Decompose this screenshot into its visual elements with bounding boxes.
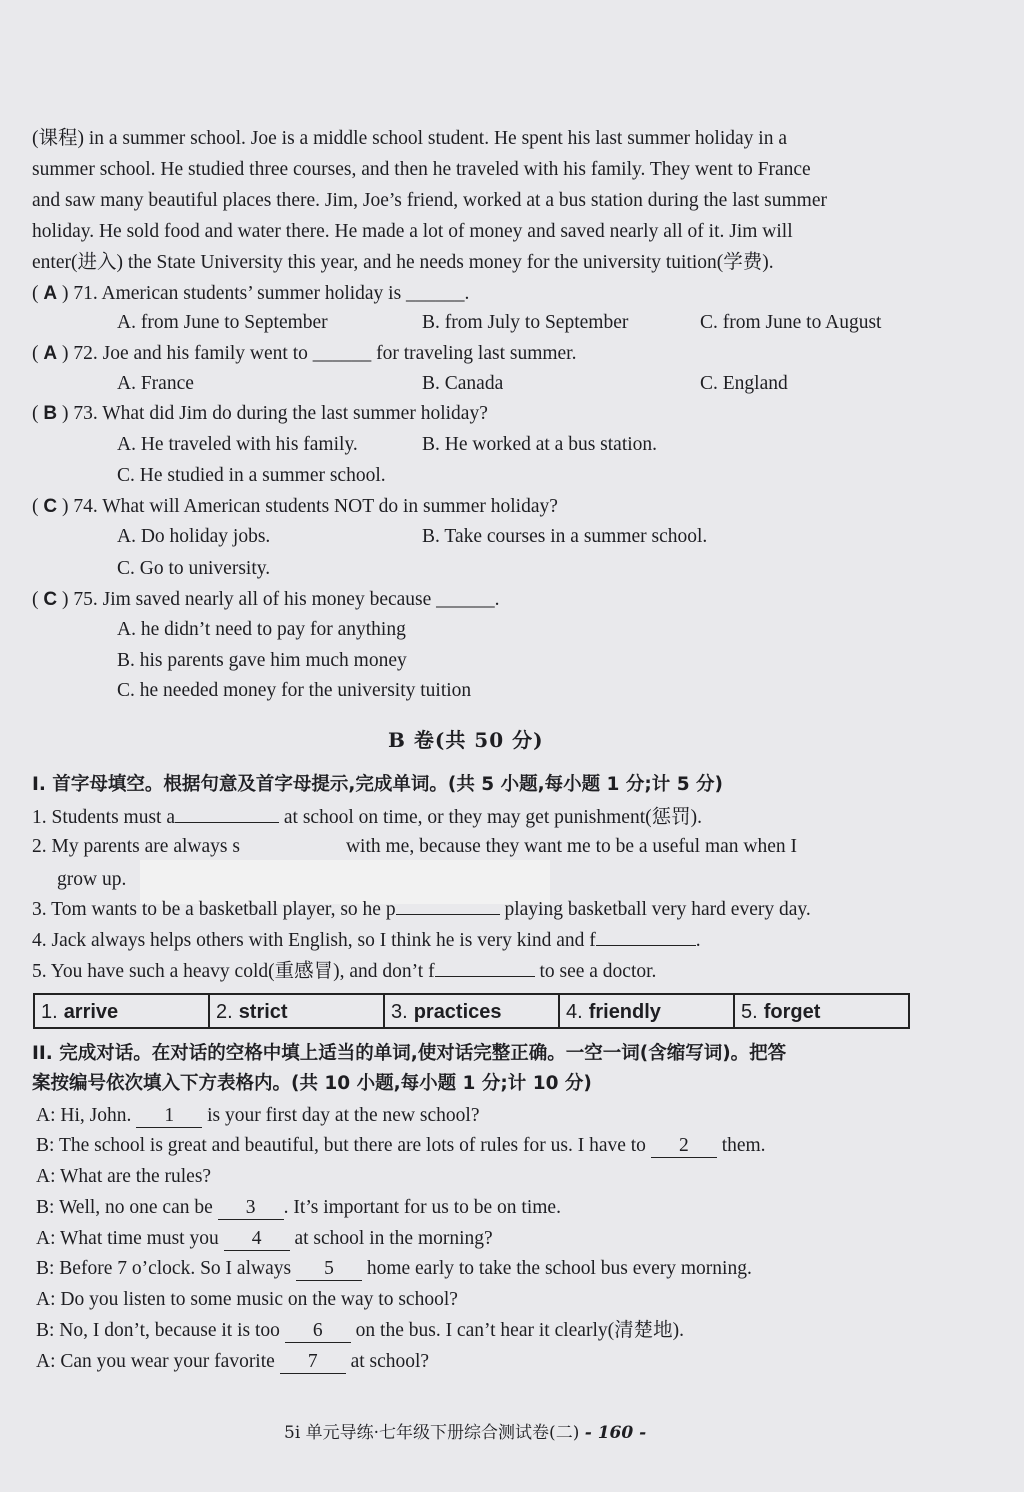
answer-cell: 1. arrive: [35, 995, 210, 1027]
paren: (: [32, 403, 39, 424]
page-number: - 160 -: [584, 1423, 647, 1443]
answer-mark: A: [43, 283, 58, 304]
item-text: 5. You have such a heavy cold(重感冒), and don’t f: [32, 961, 435, 982]
dialogue-line: A: What are the rules?: [36, 1166, 212, 1187]
item-text: 3. Tom wants to be a basketball player, so he p: [32, 899, 396, 920]
answer-table: [33, 993, 910, 1029]
answer-blank: [435, 958, 535, 977]
item-text: 2. My parents are always s: [32, 836, 240, 857]
dialogue-blank: 7: [280, 1351, 346, 1374]
section-1-heading: I. 首字母填空。根据句意及首字母提示,完成单词。(共 5 小题,每小题 1 分;计 5 分): [32, 774, 723, 795]
question-stem: ) 72. Joe and his family went to ______ for traveling last summer.: [61, 343, 577, 364]
option-c: C. Go to university.: [117, 558, 271, 579]
fill-item-3: [32, 896, 811, 923]
page-footer: [284, 1418, 646, 1443]
paren: (: [32, 589, 39, 610]
paren: (: [32, 283, 39, 304]
question-73: [32, 401, 488, 427]
answer-blank: [396, 896, 500, 915]
option-a: A. from June to September: [117, 312, 328, 333]
passage-line: (课程) in a summer school. Joe is a middle school student. He spent his last summer holiday in a: [32, 128, 787, 149]
answer-cell: 5. forget: [741, 1001, 821, 1023]
paren: (: [32, 343, 39, 364]
answer-blank: [596, 927, 696, 946]
dialogue-line: B: The school is great and beautiful, but there are lots of rules for us. I have to 2 them.: [36, 1135, 766, 1156]
option-a: A. France: [117, 373, 194, 394]
footer-text: 5i 单元导练·七年级下册综合测试卷(二): [284, 1423, 580, 1443]
passage-line: enter(进入) the State University this year, and he needs money for the university tuition(学费).: [32, 252, 774, 273]
question-71: [32, 281, 469, 307]
question-stem: ) 74. What will American students NOT do in summer holiday?: [61, 496, 558, 517]
option-b: B. his parents gave him much money: [117, 650, 407, 671]
question-stem: ) 73. What did Jim do during the last summer holiday?: [61, 403, 488, 424]
option-a: A. Do holiday jobs.: [117, 526, 271, 547]
dialogue-blank: 6: [285, 1320, 351, 1343]
option-b: B. He worked at a bus station.: [422, 434, 658, 455]
passage-line: holiday. He sold food and water there. He made a lot of money and saved nearly all of it. Jim will: [32, 221, 793, 242]
answer-mark: C: [43, 496, 58, 517]
section-2-heading: II. 完成对话。在对话的空格中填上适当的单词,使对话完整正确。一空一词(含缩写词)。把答: [32, 1043, 787, 1064]
fill-item-2-cont: grow up.: [57, 869, 127, 890]
dialogue-line: A: Hi, John. 1 is your first day at the new school?: [36, 1105, 480, 1126]
item-text: to see a doctor.: [534, 961, 657, 982]
dialogue-line: A: What time must you 4 at school in the morning?: [36, 1228, 493, 1249]
passage-line: and saw many beautiful places there. Jim, Joe’s friend, worked at a bus station during the last summer: [32, 190, 827, 211]
option-a: A. He traveled with his family.: [117, 434, 358, 455]
option-b: B. from July to September: [422, 312, 629, 333]
fill-item-1: [32, 804, 702, 831]
item-text: at school on time, or they may get punishment(惩罚).: [279, 807, 702, 828]
answer-blank: [175, 804, 279, 823]
section-2-heading-cont: 案按编号依次填入下方表格内。(共 10 小题,每小题 1 分;计 10 分): [32, 1073, 592, 1094]
question-stem: ) 71. American students’ summer holiday is ______.: [61, 283, 470, 304]
dialogue-line: B: Before 7 o’clock. So I always 5 home early to take the school bus every morning.: [36, 1258, 752, 1279]
option-b: B. Take courses in a summer school.: [422, 526, 708, 547]
question-74: [32, 494, 558, 520]
answer-word: friendly: [588, 1001, 661, 1023]
passage-line: summer school. He studied three courses, and then he traveled with his family. They went to France: [32, 159, 811, 180]
answer-cell: 3. practices: [385, 995, 560, 1027]
item-text: 4. Jack always helps others with English, so I think he is very kind and f: [32, 930, 596, 951]
answer-mark: A: [43, 343, 58, 364]
dialogue-blank: 3: [218, 1197, 284, 1220]
answer-word: arrive: [63, 1001, 119, 1023]
question-stem: ) 75. Jim saved nearly all of his money because ______.: [61, 589, 500, 610]
item-text: .: [695, 930, 701, 951]
part-b-heading: B 卷(共 50 分): [388, 728, 544, 752]
option-b: B. Canada: [422, 373, 504, 394]
dialogue-line: B: No, I don’t, because it is too 6 on the bus. I can’t hear it clearly(清楚地).: [36, 1320, 684, 1341]
dialogue-line: A: Can you wear your favorite 7 at school?: [36, 1351, 430, 1372]
dialogue-blank: 1: [136, 1105, 202, 1128]
item-text: playing basketball very hard every day.: [499, 899, 811, 920]
fill-item-4: [32, 927, 701, 954]
answer-word: strict: [238, 1001, 288, 1023]
item-text: 1. Students must a: [32, 807, 176, 828]
question-75: [32, 587, 500, 613]
question-72: [32, 341, 576, 367]
option-c: C. He studied in a summer school.: [117, 465, 386, 486]
fill-item-2: [32, 834, 797, 860]
dialogue-blank: 2: [651, 1135, 717, 1158]
option-c: C. he needed money for the university tuition: [117, 680, 472, 701]
option-c: C. England: [700, 373, 788, 394]
answer-mark: C: [43, 589, 58, 610]
dialogue-blank: 5: [296, 1258, 362, 1281]
paren: (: [32, 496, 39, 517]
option-a: A. he didn’t need to pay for anything: [117, 619, 406, 640]
fill-item-5: [32, 958, 656, 985]
answer-word: forget: [763, 1001, 821, 1023]
dialogue-blank: 4: [224, 1228, 290, 1251]
answer-cell: 4. friendly: [560, 995, 735, 1027]
item-text: with me, because they want me to be a useful man when I: [345, 836, 798, 857]
answer-word: practices: [413, 1001, 502, 1023]
answer-mark: B: [43, 403, 58, 424]
dialogue-line: B: Well, no one can be 3 . It’s important for us to be on time.: [36, 1197, 561, 1218]
answer-cell: 2. strict: [210, 995, 385, 1027]
dialogue-line: A: Do you listen to some music on the way to school?: [36, 1289, 458, 1310]
option-c: C. from June to August: [700, 312, 882, 333]
